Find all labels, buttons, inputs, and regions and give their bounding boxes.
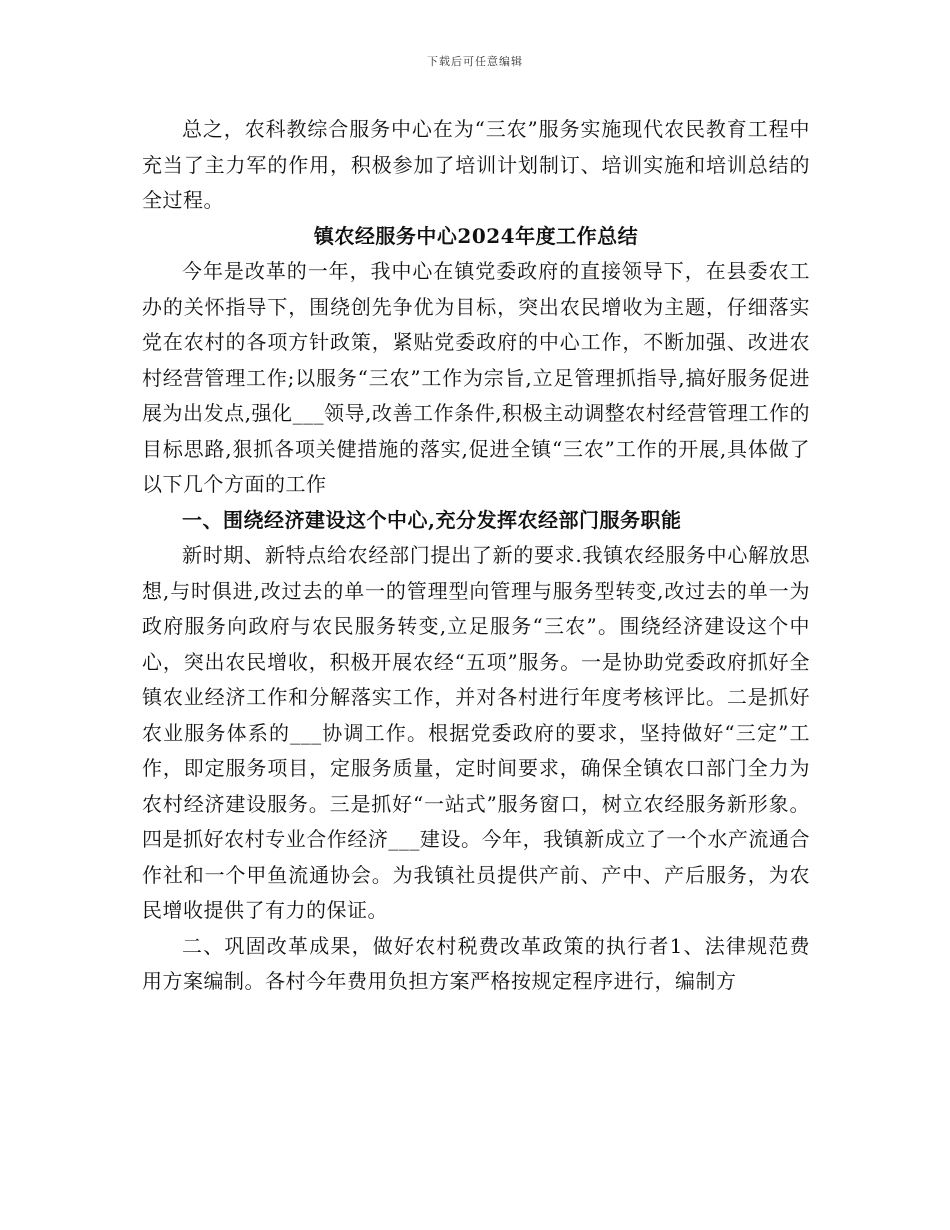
section-1-heading: 一、围绕经济建设这个中心,充分发挥农经部门服务职能 bbox=[182, 507, 682, 532]
paragraph-2: 新时期、新特点给农经部门提出了新的要求.我镇农经服务中心解放思想,与时俱进,改过去的单一的管理型向管理与服务型转变,改过去的单一为政府服务向政府与农民服务转变,立足服务“三农”。围绕经济建设这个中心，突出农民增收，积极开展农经“五项”服务。一是协助党委政府抓好全镇农业经济工作和分解落实工作，并对各村进行年度考核评比。二是抓好农业服务体系的___协调工作。根据党委政府的要求，坚持做好“三定”工作，即定服务项目，定服务质量，定时间要求，确保全镇农口部门全力为农村经济建设服务。三是抓好“一站式”服务窗口，树立农经服务新形象。四是抓好农村专业合作经济___建设。今年，我镇新成立了一个水产流通合作社和一个甲鱼流通协会。为我镇社员提供产前、产中、产后服务，为农民增收提供了有力的保证。 bbox=[142, 543, 810, 922]
document-title: 镇农经服务中心2024年度工作总结 bbox=[313, 223, 639, 248]
intro-paragraph: 总之，农科教综合服务中心在为“三农”服务实施现代农民教育工程中充当了主力军的作用，积极参加了培训计划制订、培训实施和培训总结的全过程。 bbox=[142, 117, 810, 212]
header-note: 下载后可任意编辑 bbox=[427, 55, 523, 68]
paragraph-3: 二、巩固改革成果，做好农村税费改革政策的执行者1、法律规范费用方案编制。各村今年费用负担方案严格按规定程序进行，编制方 bbox=[142, 933, 810, 993]
document-body bbox=[142, 112, 810, 1000]
paragraph-1: 今年是改革的一年，我中心在镇党委政府的直接领导下，在县委农工办的关怀指导下，围绕创先争优为目标，突出农民增收为主题，仔细落实党在农村的各项方针政策，紧贴党委政府的中心工作，不断加强、改进农村经营管理工作;以服务“三农”工作为宗旨,立足管理抓指导,搞好服务促进展为出发点,强化___领导,改善工作条件,积极主动调整农村经营管理工作的目标思路,狠抓各项关健措施的落实,促进全镇“三农”工作的开展,具体做了以下几个方面的工作 bbox=[142, 259, 810, 496]
